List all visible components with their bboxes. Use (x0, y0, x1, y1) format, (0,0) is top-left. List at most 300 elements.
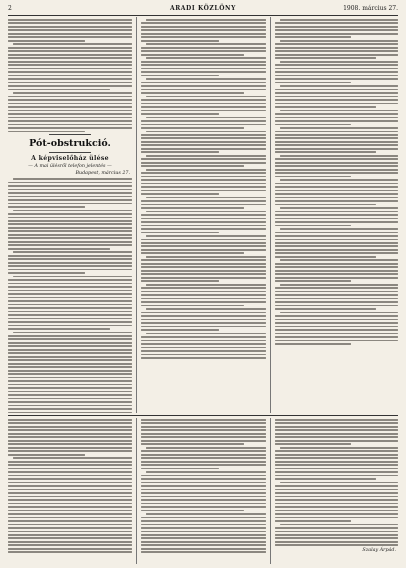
text-line (8, 192, 132, 194)
text-line (141, 134, 266, 136)
text-line (141, 503, 266, 505)
text-line (141, 541, 266, 543)
text-line (275, 78, 398, 80)
text-line (275, 245, 398, 247)
text-line (141, 183, 266, 185)
text-line (141, 534, 266, 536)
text-line (275, 294, 398, 296)
text-line (141, 47, 266, 49)
text-line (275, 517, 398, 519)
text-line (275, 499, 398, 501)
text-line (275, 176, 351, 178)
text-line (13, 210, 132, 212)
text-line (146, 19, 266, 21)
text-line (8, 96, 132, 98)
text-line (141, 527, 266, 529)
text-line (8, 110, 132, 112)
text-line (275, 343, 351, 345)
text-line (8, 237, 132, 239)
text-line (141, 287, 266, 289)
text-line (275, 50, 398, 52)
text-line (141, 524, 266, 526)
text-line (141, 137, 266, 139)
text-line (275, 333, 398, 335)
text-line (275, 239, 398, 241)
text-line (8, 513, 132, 515)
text-line (275, 169, 398, 171)
text-line (141, 506, 266, 508)
text-block-3 (275, 19, 398, 345)
text-line (275, 22, 398, 24)
text-line (275, 291, 398, 293)
text-line (275, 340, 398, 342)
text-line (8, 380, 132, 382)
text-line (8, 314, 132, 316)
parliament-report (141, 19, 266, 359)
column-3 (275, 19, 398, 414)
text-line (8, 318, 132, 320)
text-line (275, 506, 398, 508)
text-line (275, 75, 398, 77)
text-line (141, 485, 266, 487)
column-divider (136, 418, 137, 564)
text-line (8, 412, 132, 414)
text-line (8, 352, 132, 354)
text-line (141, 61, 266, 63)
text-line (280, 61, 398, 63)
text-line (280, 19, 398, 21)
masthead-rule (8, 15, 398, 16)
text-line (275, 186, 398, 188)
text-line (8, 492, 132, 494)
text-line (275, 520, 351, 522)
text-line (275, 440, 398, 442)
text-line (141, 106, 266, 108)
text-line (275, 468, 398, 470)
text-line (275, 172, 398, 174)
text-line (141, 214, 266, 216)
text-line (275, 117, 398, 119)
text-line (8, 527, 132, 529)
text-line (8, 185, 132, 187)
text-line (141, 433, 266, 435)
lower-column-3 (275, 419, 398, 565)
text-line (141, 75, 219, 77)
text-line (275, 280, 351, 282)
text-line (141, 252, 244, 254)
text-line (141, 127, 244, 129)
text-line (8, 307, 132, 309)
text-line (8, 113, 132, 115)
text-line (275, 221, 398, 223)
text-line (8, 311, 132, 313)
lower-column-2 (141, 419, 266, 565)
text-line (141, 468, 219, 470)
text-line (275, 33, 398, 35)
text-line (141, 68, 266, 70)
text-line (275, 193, 398, 195)
text-line (141, 450, 266, 452)
text-line (8, 244, 132, 246)
text-line (141, 482, 266, 484)
text-line (8, 450, 132, 452)
text-line (8, 61, 132, 63)
text-line (141, 440, 266, 442)
text-line (8, 496, 132, 498)
text-line (8, 248, 110, 250)
text-line (141, 124, 266, 126)
text-line (141, 54, 244, 56)
text-line (141, 218, 266, 220)
text-line (280, 179, 398, 181)
text-line (146, 447, 266, 449)
text-line (275, 103, 398, 105)
section-heading: A képviselőház ülése (31, 155, 109, 163)
text-line (146, 471, 266, 473)
text-line (275, 429, 398, 431)
text-line (8, 520, 132, 522)
text-line (8, 482, 132, 484)
text-line (8, 47, 132, 49)
text-line (280, 85, 398, 87)
text-line (275, 492, 398, 494)
text-line (141, 207, 244, 209)
text-line (8, 230, 132, 232)
text-line (8, 26, 132, 28)
text-line (141, 204, 266, 206)
text-line (141, 179, 266, 181)
text-line (275, 273, 398, 275)
text-line (275, 322, 398, 324)
text-line (141, 478, 266, 480)
text-line (8, 213, 132, 215)
text-line (275, 190, 398, 192)
lower-column-1 (8, 419, 132, 565)
text-line (141, 537, 266, 539)
text-line (141, 520, 266, 522)
text-line (141, 350, 266, 352)
text-line (275, 165, 398, 167)
text-line (8, 258, 132, 260)
text-line (280, 155, 398, 157)
text-line (8, 342, 132, 344)
text-line (275, 315, 398, 317)
text-line (275, 308, 376, 310)
text-line (141, 419, 266, 421)
text-line (8, 99, 132, 101)
text-line (8, 279, 132, 281)
text-line (8, 22, 132, 24)
text-line (275, 329, 398, 331)
text-line (8, 321, 132, 323)
text-line (275, 443, 351, 445)
text-line (8, 426, 132, 428)
text-line (141, 298, 266, 300)
text-line (8, 366, 132, 368)
text-line (8, 356, 132, 358)
text-line (141, 280, 219, 282)
text-line (141, 190, 266, 192)
text-line (13, 276, 132, 278)
text-line (275, 113, 398, 115)
text-line (275, 148, 398, 150)
text-line (141, 291, 266, 293)
text-line (8, 131, 85, 133)
article-title: Pót-obstrukció. (29, 138, 111, 150)
text-line (8, 510, 132, 512)
text-line (146, 43, 266, 45)
text-line (8, 394, 132, 396)
text-line (8, 485, 132, 487)
text-line (275, 162, 398, 164)
column-2 (141, 19, 266, 414)
text-line (275, 298, 398, 300)
text-line (13, 178, 132, 180)
text-line (8, 503, 132, 505)
text-line (13, 457, 132, 459)
text-line (8, 182, 132, 184)
text-line (141, 357, 266, 359)
text-line (141, 457, 266, 459)
text-line (141, 277, 266, 279)
text-line (141, 228, 266, 230)
text-line (141, 336, 266, 338)
text-line (275, 158, 398, 160)
text-line (141, 144, 266, 146)
text-line (275, 249, 398, 251)
text-line (275, 266, 398, 268)
text-line (146, 155, 266, 157)
text-line (275, 471, 398, 473)
text-line (275, 82, 351, 84)
text-line (275, 137, 398, 139)
article-body (8, 178, 132, 413)
text-line (8, 349, 132, 351)
text-line (141, 113, 219, 115)
text-line (141, 464, 266, 466)
text-line (8, 401, 132, 403)
text-line (8, 54, 132, 56)
text-line (141, 475, 266, 477)
text-line (8, 338, 132, 340)
text-line (141, 64, 266, 66)
text-line (275, 436, 398, 438)
text-line (141, 82, 266, 84)
text-line (8, 373, 132, 375)
text-line (8, 64, 132, 66)
text-line (275, 287, 398, 289)
issue-date: 1908. március 27. (343, 5, 398, 12)
text-line (141, 531, 266, 533)
text-line (8, 75, 132, 77)
text-line (8, 384, 132, 386)
text-line (8, 293, 132, 295)
text-block-1 (8, 19, 132, 132)
text-line (8, 29, 132, 31)
text-line (275, 301, 398, 303)
text-line (8, 541, 132, 543)
text-line (13, 92, 132, 94)
text-line (8, 537, 132, 539)
text-line (275, 200, 398, 202)
text-line (275, 527, 398, 529)
text-line (141, 225, 266, 227)
text-line (141, 89, 266, 91)
text-line (275, 99, 398, 101)
text-line (141, 148, 266, 150)
text-line (146, 197, 266, 199)
text-line (8, 33, 132, 35)
text-line (275, 475, 398, 477)
text-line (8, 36, 132, 38)
text-line (8, 551, 132, 553)
text-line (275, 544, 398, 546)
text-line (141, 162, 266, 164)
text-line (141, 340, 266, 342)
text-line (146, 308, 266, 310)
text-line (280, 259, 398, 261)
text-line (275, 64, 398, 66)
text-line (280, 110, 398, 112)
text-line (8, 127, 132, 129)
text-line (141, 294, 266, 296)
text-line (8, 40, 85, 42)
text-line (141, 422, 266, 424)
text-line (8, 433, 132, 435)
text-line (275, 124, 351, 126)
text-line (146, 256, 266, 258)
column-divider (270, 418, 271, 564)
text-line (8, 345, 132, 347)
text-line (8, 50, 132, 52)
text-line (275, 106, 376, 108)
text-line (8, 103, 132, 105)
text-line (141, 193, 219, 195)
text-line (146, 131, 266, 133)
text-line (275, 183, 398, 185)
text-line (141, 429, 266, 431)
text-line (13, 43, 132, 45)
text-line (141, 22, 266, 24)
text-line (141, 315, 266, 317)
text-line (8, 199, 132, 201)
text-line (8, 454, 85, 456)
text-line (8, 489, 132, 491)
text-line (280, 284, 398, 286)
text-line (8, 534, 132, 536)
text-line (141, 354, 266, 356)
text-line (275, 464, 398, 466)
text-line (8, 89, 110, 91)
text-line (275, 510, 398, 512)
text-line (8, 377, 132, 379)
text-line (8, 82, 132, 84)
text-line (8, 117, 132, 119)
text-line (8, 203, 132, 205)
text-line (275, 478, 376, 480)
text-line (8, 234, 132, 236)
text-line (13, 332, 132, 334)
text-line (275, 454, 398, 456)
text-line (141, 329, 219, 331)
text-line (275, 326, 398, 328)
text-line (141, 103, 266, 105)
text-line (8, 464, 132, 466)
text-line (141, 99, 266, 101)
text-line (275, 89, 398, 91)
text-line (141, 548, 266, 550)
text-line (275, 225, 351, 227)
text-line (275, 131, 398, 133)
text-line (141, 186, 266, 188)
text-line (8, 328, 110, 330)
text-line (275, 68, 398, 70)
text-line (8, 440, 132, 442)
text-line (8, 370, 132, 372)
text-line (141, 176, 266, 178)
text-line (8, 335, 132, 337)
text-line (141, 221, 266, 223)
text-line (141, 499, 266, 501)
author-signature: Szalay Árpád. (362, 547, 396, 553)
text-line (275, 214, 398, 216)
text-line (146, 211, 266, 213)
text-line (146, 57, 266, 59)
text-line (275, 120, 398, 122)
feuilleton-rule (8, 415, 398, 416)
text-line (275, 513, 398, 515)
text-line (275, 47, 398, 49)
text-line (8, 196, 132, 198)
text-line (8, 283, 132, 285)
text-line (8, 471, 132, 473)
newspaper-title: ARADI KÖZLÖNY (169, 5, 237, 12)
text-line (8, 304, 132, 306)
text-line (141, 517, 266, 519)
text-line (280, 40, 398, 42)
text-line (8, 524, 132, 526)
text-line (141, 301, 266, 303)
text-line (141, 510, 244, 512)
text-line (141, 71, 266, 73)
text-line (141, 551, 266, 553)
text-line (141, 40, 219, 42)
text-line (141, 326, 266, 328)
text-line (141, 120, 266, 122)
text-line (8, 124, 132, 126)
text-line (275, 489, 398, 491)
text-line (8, 272, 85, 274)
text-line (8, 429, 132, 431)
text-line (141, 232, 219, 234)
text-line (141, 249, 266, 251)
text-line (146, 284, 266, 286)
text-line (146, 513, 266, 515)
text-line (275, 336, 398, 338)
text-line (8, 223, 132, 225)
text-line (141, 496, 266, 498)
text-line (280, 207, 398, 209)
text-line (141, 426, 266, 428)
text-line (8, 422, 132, 424)
text-line (141, 319, 266, 321)
text-line (146, 235, 266, 237)
text-line (8, 548, 132, 550)
text-line (141, 242, 266, 244)
text-line (280, 482, 398, 484)
dateline: Budapest, március 27. (75, 171, 130, 177)
text-line (275, 419, 398, 421)
